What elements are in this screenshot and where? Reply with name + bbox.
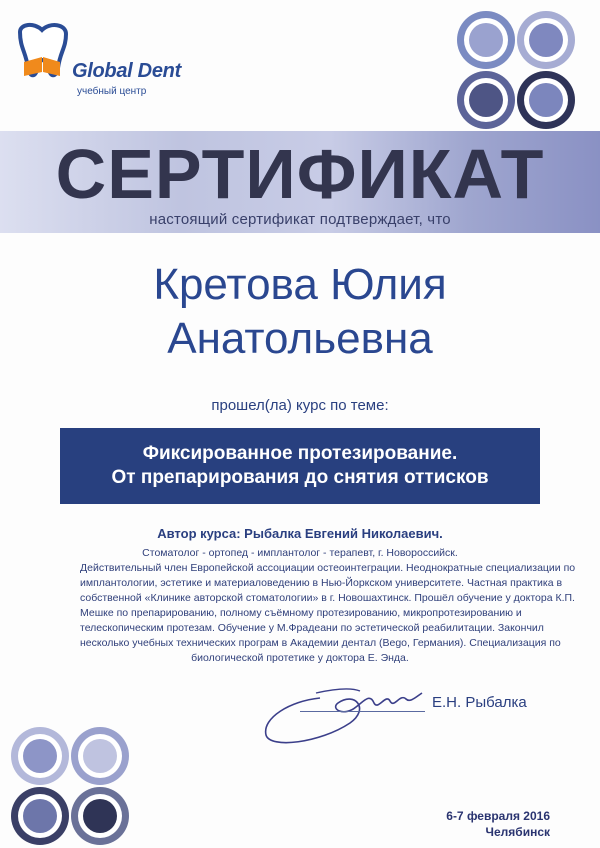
date-text: 6-7 февраля 2016 (446, 809, 550, 823)
author-title: Автор курса: Рыбалка Евгений Николаевич. (157, 526, 443, 541)
author-bio (80, 546, 576, 666)
recipient-name-line1: Кретова Юлия (153, 260, 447, 309)
course-title-box (60, 428, 540, 504)
recipient-name (0, 258, 600, 366)
passed-course-text: прошел(ла) курс по теме: (211, 397, 389, 414)
recipient-name-line2: Анатольевна (167, 314, 433, 363)
logo (12, 22, 212, 97)
certificate-title: СЕРТИФИКАТ (55, 135, 545, 213)
bio-line: биологической протетике у доктора Е. Энда. (191, 652, 409, 664)
bio-line: несколько учебных технических програм в Академии дентал (Bego, Германия). Специализация по (80, 637, 561, 649)
bio-line: Мешке по препарированию, полному съёмному протезированию, микропротезированию и (80, 607, 522, 619)
certificate-subtitle: настоящий сертификат подтверждает, что (149, 211, 451, 228)
logo-subtitle: учебный центр (77, 86, 147, 97)
course-title-line1: Фиксированное протезирование. (142, 443, 458, 464)
bio-line: телескопическим протезам. Обучение у М.Фрадеани по эстетической реабилитации. Закончил (80, 622, 544, 634)
decorative-circles-top (454, 8, 578, 132)
course-date (446, 808, 550, 840)
bio-line: Стоматолог - ортопед - имплантолог - терапевт, г. Новороссийск. (142, 547, 458, 559)
course-title-line2: От препарирования до снятия оттисков (111, 467, 489, 488)
bio-line: Действительный член Европейской ассоциации остеоинтеграции. Неоднократные специализации по (80, 562, 576, 574)
bio-line: собственной «Клинике авторской стоматологии» в г. Новошахтинск. Прошёл обучение у доктора К.П. (80, 592, 575, 604)
signature-line (300, 711, 425, 712)
decorative-circles-bottom (8, 724, 132, 848)
logo-title: Global Dent (72, 60, 181, 82)
city-text: Челябинск (485, 825, 550, 839)
signatory-name: Е.Н. Рыбалка (432, 694, 527, 711)
bio-line: имплантологии, эстетике и материаловедению в Нью-Йоркском университете. Частная практика в (80, 577, 563, 589)
tooth-book-icon (12, 22, 74, 84)
handwritten-signature (260, 673, 430, 753)
